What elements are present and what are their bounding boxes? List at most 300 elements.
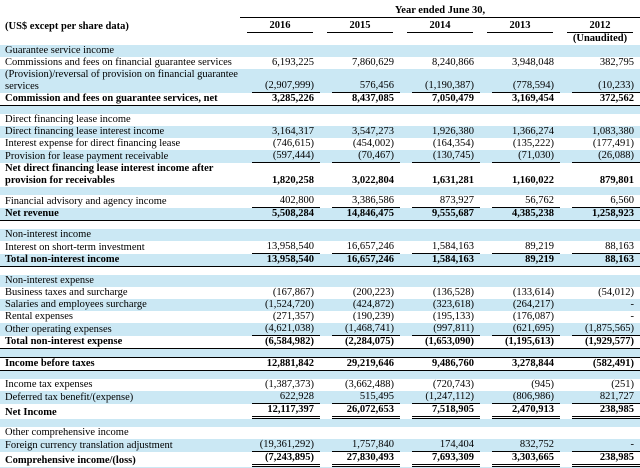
section-header-row (0, 114, 640, 126)
value-cell (240, 57, 320, 69)
value: (19,361,292) (252, 439, 320, 452)
empty-header-cell (0, 3, 240, 18)
value-cell (320, 439, 400, 452)
value-cell (400, 452, 480, 467)
value: 1,584,163 (412, 241, 480, 254)
value: (778,594) (492, 80, 560, 93)
value: 402,800 (252, 195, 320, 208)
value: 2,470,913 (492, 404, 560, 419)
value-cell (320, 323, 400, 336)
value (332, 114, 400, 126)
data-row (0, 241, 640, 254)
value: 515,495 (332, 391, 400, 404)
value-cell (480, 391, 560, 404)
value: (164,354) (432, 138, 474, 149)
value-cell (320, 287, 400, 299)
value-cell (320, 241, 400, 254)
value-cell (560, 379, 640, 391)
value-cell (320, 195, 400, 208)
row-label: Net Income (5, 407, 57, 418)
value: 1,584,163 (432, 254, 474, 265)
value (332, 229, 400, 241)
value-cell (480, 358, 560, 371)
value: 3,386,586 (332, 195, 400, 208)
row-label: Total non-interest income (0, 254, 240, 267)
value-cell (240, 404, 320, 419)
value: (176,087) (512, 311, 554, 322)
value-cell (480, 254, 560, 267)
value-cell (560, 336, 640, 349)
value: 3,278,844 (512, 358, 554, 369)
spacer-cell (0, 221, 640, 230)
value-cell (400, 287, 480, 299)
value: 238,985 (572, 404, 640, 419)
value: (2,284,075) (345, 336, 394, 347)
value-cell (400, 379, 480, 391)
value-cell (400, 45, 480, 57)
spacer-row (0, 371, 640, 380)
spacer-row (0, 419, 640, 427)
year-header (480, 18, 560, 34)
value-cell (560, 254, 640, 267)
value-cell (480, 114, 560, 126)
spacer-row (0, 267, 640, 276)
data-row (0, 195, 640, 208)
value: 26,072,653 (332, 404, 400, 419)
value-cell (400, 69, 480, 93)
value-cell (560, 195, 640, 208)
row-label: Other comprehensive income (5, 427, 129, 438)
value-cell (480, 150, 560, 163)
value-cell (240, 358, 320, 371)
value: (7,243,895) (252, 452, 320, 467)
value: 1,926,380 (432, 126, 474, 137)
value: (806,986) (492, 391, 560, 404)
value: 1,366,274 (512, 126, 554, 137)
data-row (0, 57, 640, 69)
value: (70,467) (332, 150, 400, 163)
value: 7,860,629 (352, 57, 394, 68)
currency-note: (US$ except per share data) (5, 21, 129, 32)
value-cell (400, 126, 480, 138)
value: (621,695) (492, 323, 560, 336)
value-cell (480, 93, 560, 106)
empty-cell (240, 33, 320, 45)
value-cell (560, 311, 640, 323)
value-cell (240, 229, 320, 241)
row-label: Interest expense for direct financing lease (5, 138, 181, 149)
row-label: Guarantee service income (5, 45, 115, 56)
data-row (0, 93, 640, 106)
data-row (0, 208, 640, 221)
value: (1,387,373) (265, 379, 314, 390)
value-cell (480, 311, 560, 323)
value: 16,657,246 (346, 254, 394, 265)
value-cell (480, 69, 560, 93)
value-cell (400, 138, 480, 150)
value-cell (320, 114, 400, 126)
value-cell (480, 195, 560, 208)
value: 622,928 (252, 391, 320, 404)
value: 1,083,380 (592, 126, 634, 137)
table-body (0, 45, 640, 468)
value: (195,133) (432, 311, 474, 322)
spacer-cell (0, 187, 640, 195)
value: 8,240,866 (432, 57, 474, 68)
value (492, 114, 560, 126)
value: 879,801 (599, 175, 634, 186)
row-label: Net direct financing lease interest income after provision for receivables (5, 163, 214, 186)
value: (1,468,741) (332, 323, 400, 336)
value (412, 427, 480, 439)
year-label: 2013 (487, 20, 553, 33)
year-label: 2012 (567, 20, 633, 33)
row-label: Provision for lease payment receivable (5, 151, 169, 162)
data-row (0, 358, 640, 371)
value-cell (240, 114, 320, 126)
unaudited-row (0, 33, 640, 45)
value-cell (400, 311, 480, 323)
row-label: Direct financing lease income (5, 114, 131, 125)
value-cell (400, 323, 480, 336)
value: (1,929,577) (585, 336, 634, 347)
empty-cell (0, 33, 240, 45)
value-cell (560, 275, 640, 287)
value: (10,233) (572, 80, 640, 93)
value: 3,285,226 (272, 93, 314, 104)
value: 16,657,246 (332, 241, 400, 254)
value-cell (240, 208, 320, 221)
value-cell (240, 452, 320, 467)
data-row (0, 69, 640, 93)
value (492, 45, 560, 57)
value-cell (480, 439, 560, 452)
value-cell (320, 427, 400, 439)
value (492, 275, 560, 287)
value-cell (240, 69, 320, 93)
value (572, 229, 640, 241)
value: 56,762 (492, 195, 560, 208)
value-cell (480, 287, 560, 299)
spacer-cell (0, 371, 640, 380)
value-cell (560, 138, 640, 150)
value: 88,163 (572, 241, 640, 254)
value-cell (480, 379, 560, 391)
value (332, 45, 400, 57)
value-cell (240, 336, 320, 349)
value: 3,303,665 (492, 452, 560, 467)
row-label: Commissions and fees on financial guarantee services (5, 57, 232, 68)
value-cell (240, 427, 320, 439)
value: (1,247,112) (412, 391, 480, 404)
row-label: Net revenue (0, 208, 240, 221)
spacer-row (0, 187, 640, 195)
value-cell (320, 208, 400, 221)
spacer-cell (0, 106, 640, 115)
spacer-cell (0, 419, 640, 427)
value: (582,491) (592, 358, 634, 369)
value (412, 229, 480, 241)
table-header (0, 3, 640, 45)
value: 3,948,048 (512, 57, 554, 68)
value: (271,357) (272, 311, 314, 322)
value: 12,117,397 (252, 404, 320, 419)
value-cell (560, 358, 640, 371)
value (492, 229, 560, 241)
value-cell (320, 311, 400, 323)
value-cell (480, 138, 560, 150)
value-cell (480, 404, 560, 419)
value-cell (320, 57, 400, 69)
value (252, 427, 320, 439)
value: (264,217) (512, 299, 554, 310)
value: 1,820,258 (272, 175, 314, 186)
value-cell (240, 323, 320, 336)
value: (597,444) (252, 150, 320, 163)
value-cell (560, 208, 640, 221)
year-label: 2014 (407, 20, 473, 33)
value: (720,743) (432, 379, 474, 390)
value-cell (320, 358, 400, 371)
value-cell (400, 114, 480, 126)
row-label: Deferred tax benefit/(expense) (5, 392, 134, 403)
year-header (240, 18, 320, 34)
value-cell (240, 150, 320, 163)
value (572, 45, 640, 57)
value-cell (240, 126, 320, 138)
value: 1,757,840 (332, 439, 400, 452)
data-row (0, 404, 640, 419)
data-row (0, 138, 640, 150)
value-cell (400, 229, 480, 241)
year-header-row (0, 18, 640, 34)
value-cell (400, 195, 480, 208)
value: (746,615) (272, 138, 314, 149)
value: (6,584,982) (265, 336, 314, 347)
value: (54,012) (598, 287, 634, 298)
value: 7,050,479 (432, 93, 474, 104)
value-cell (480, 241, 560, 254)
value-cell (400, 254, 480, 267)
value: 88,163 (605, 254, 634, 265)
data-row (0, 254, 640, 267)
value-cell (320, 275, 400, 287)
value: 89,219 (525, 254, 554, 265)
value (572, 275, 640, 287)
value (572, 114, 640, 126)
value (252, 229, 320, 241)
value-cell (320, 379, 400, 391)
value-cell (320, 163, 400, 187)
value-cell (480, 126, 560, 138)
period-header-row (0, 3, 640, 18)
row-label: Business taxes and surcharge (5, 287, 128, 298)
value-cell (560, 93, 640, 106)
value-cell (480, 229, 560, 241)
value: 576,456 (332, 80, 400, 93)
value: 12,881,842 (266, 358, 314, 369)
spacer-cell (0, 349, 640, 358)
value (252, 45, 320, 57)
value-cell (560, 452, 640, 467)
data-row (0, 452, 640, 467)
value-cell (320, 391, 400, 404)
value: 89,219 (492, 241, 560, 254)
value-cell (240, 299, 320, 311)
value-cell (560, 57, 640, 69)
value-cell (400, 93, 480, 106)
value: 3,022,804 (352, 175, 394, 186)
row-label: Financial advisory and agency income (5, 196, 167, 207)
value (412, 114, 480, 126)
value-cell (560, 69, 640, 93)
value-cell (560, 439, 640, 452)
year-label: 2015 (327, 20, 393, 33)
value-cell (240, 138, 320, 150)
data-row (0, 391, 640, 404)
value-cell (480, 323, 560, 336)
value: 832,752 (492, 439, 560, 452)
value: 9,555,687 (432, 208, 474, 219)
value-cell (400, 299, 480, 311)
value-cell (320, 126, 400, 138)
empty-cell (480, 33, 560, 45)
value: 7,693,309 (412, 452, 480, 467)
value: (1,524,720) (265, 299, 314, 310)
value: (177,491) (592, 138, 634, 149)
value-cell (400, 57, 480, 69)
value: (2,907,999) (252, 80, 320, 93)
value: (251) (611, 379, 634, 390)
row-label: Income before taxes (0, 358, 240, 371)
row-label: Direct financing lease interest income (5, 126, 165, 137)
value: (945) (531, 379, 554, 390)
value: (26,088) (572, 150, 640, 163)
section-header-row (0, 427, 640, 439)
row-label: Commission and fees on guarantee services, net (0, 93, 240, 106)
value-cell (400, 404, 480, 419)
value: (4,621,038) (252, 323, 320, 336)
value-cell (320, 336, 400, 349)
value-cell (240, 195, 320, 208)
value: - (572, 439, 640, 452)
value (252, 275, 320, 287)
value (492, 427, 560, 439)
value: (997,811) (412, 323, 480, 336)
value-cell (320, 299, 400, 311)
data-row (0, 126, 640, 138)
value-cell (320, 93, 400, 106)
value: (135,222) (512, 138, 554, 149)
value: 3,547,273 (352, 126, 394, 137)
value-cell (400, 391, 480, 404)
value-cell (240, 93, 320, 106)
value-cell (560, 163, 640, 187)
value-cell (240, 45, 320, 57)
value: (200,223) (352, 287, 394, 298)
row-label: Non-interest expense (5, 275, 94, 286)
value-cell (560, 287, 640, 299)
value-cell (240, 311, 320, 323)
value: (424,872) (352, 299, 394, 310)
value-cell (400, 275, 480, 287)
row-label: (Provision)/reversal of provision on financial guarantee services (5, 69, 238, 92)
spacer-row (0, 221, 640, 230)
value-cell (240, 439, 320, 452)
value: 3,169,454 (512, 93, 554, 104)
empty-cell (320, 33, 400, 45)
value-cell (400, 208, 480, 221)
value-cell (240, 287, 320, 299)
value (572, 427, 640, 439)
value-cell (320, 404, 400, 419)
value: 9,486,760 (432, 358, 474, 369)
section-header-row (0, 229, 640, 241)
spacer-cell (0, 267, 640, 276)
value-cell (320, 69, 400, 93)
value-cell (560, 126, 640, 138)
value-cell (560, 229, 640, 241)
data-row (0, 150, 640, 163)
value: (3,662,488) (345, 379, 394, 390)
value: (454,002) (352, 138, 394, 149)
value (412, 45, 480, 57)
value: - (630, 299, 634, 310)
value-cell (400, 163, 480, 187)
value-cell (560, 45, 640, 57)
value: 14,846,475 (346, 208, 394, 219)
value-cell (480, 57, 560, 69)
value: 1,160,022 (512, 175, 554, 186)
period-header: Year ended June 30, (240, 3, 640, 18)
spacer-row (0, 106, 640, 115)
value-cell (400, 241, 480, 254)
value-cell (560, 241, 640, 254)
data-row (0, 163, 640, 187)
row-label: Non-interest income (5, 229, 92, 240)
year-header (320, 18, 400, 34)
value-cell (240, 254, 320, 267)
value (252, 114, 320, 126)
data-row (0, 287, 640, 299)
value: (1,195,613) (505, 336, 554, 347)
value-cell (480, 336, 560, 349)
value-cell (240, 275, 320, 287)
value: 821,727 (572, 391, 640, 404)
value-cell (560, 391, 640, 404)
value: 372,562 (599, 93, 634, 104)
value: 8,437,085 (352, 93, 394, 104)
year-header (400, 18, 480, 34)
section-header-row (0, 275, 640, 287)
value-cell (240, 379, 320, 391)
empty-cell (400, 33, 480, 45)
value: (323,618) (432, 299, 474, 310)
value-cell (480, 208, 560, 221)
row-label: Foreign currency translation adjustment (5, 440, 173, 451)
value-cell (480, 45, 560, 57)
row-label: Comprehensive income/(loss) (5, 455, 136, 466)
value: 13,958,540 (252, 241, 320, 254)
value: (136,528) (432, 287, 474, 298)
row-label: Interest on short-term investment (5, 242, 145, 253)
value-cell (560, 427, 640, 439)
value-cell (320, 452, 400, 467)
value: 238,985 (572, 452, 640, 467)
value: 382,795 (599, 57, 634, 68)
value: (1,875,565) (572, 323, 640, 336)
value-cell (560, 150, 640, 163)
